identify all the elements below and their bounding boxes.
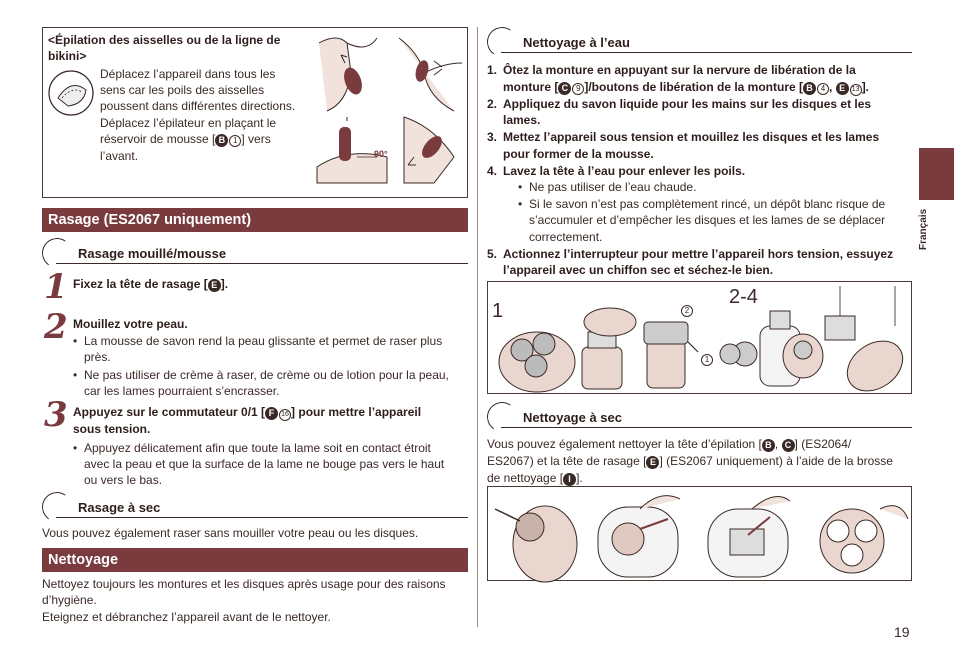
eau-item-2-number: 2. [487,97,498,111]
eau-item-4-bullet-2: • Si le savon n’est pas complètement rincé, un dépôt blanc risque de [529,196,885,212]
section-rasage-header: Rasage (ES2067 uniquement) [42,208,468,232]
rasage-sec-text: Vous pouvez également raser sans mouiller votre peau ou les disques. [42,526,419,540]
epilation-box-line-1: Déplacez l’appareil dans tous les [100,67,276,81]
angle-label: 90° [374,149,388,159]
epilation-box-line-4: Déplacez l’épilateur en plaçant le [100,116,277,130]
figure-callout-2: 2 [681,305,693,317]
step-1-number: 1 [44,267,68,307]
language-tab-marker [919,148,954,200]
eau-item-1-number: 1. [487,63,498,77]
brush-cleaning-illustration [490,489,910,579]
step-3-number: 3 [44,395,68,435]
eau-item-4-line-1: Lavez la tête à l’eau pour enlever les poils. [503,164,746,178]
eau-item-4-bullet-1: • Ne pas utiliser de l’eau chaude. [529,179,696,195]
foam-reservoir-icon [46,68,96,118]
eau-item-2-line-1: Appliquez du savon liquide pour les mains sur les disques et les [503,97,872,111]
sec-l1-sep: , [774,437,782,451]
epilation-box-line-2: sens car les poils des aisselles [100,83,265,97]
ref-i-badge: I [563,473,576,486]
eau-item-1-l2-end: ]. [861,80,870,94]
epilation-box-line-5 [100,131,271,147]
eau-item-1-l2-pre: monture [ [503,80,559,94]
eau-item-5-line-2: l’appareil avec un chiffon sec et séchez-le bien. [503,263,774,277]
step-3-title-line-2: sous tension. [73,422,151,436]
subheading-nettoyage-sec-text: Nettoyage à sec [523,410,622,425]
sec-text-line-3 [487,470,583,486]
epilation-box-line-6: l’avant. [100,149,139,163]
sec-text-line-2 [487,453,893,469]
figure-label-2-4: 2-4 [729,286,758,308]
ref-16-badge: 16 [279,409,291,421]
subheading-rasage-sec [42,492,468,518]
step-2-bullet-2: • Ne pas utiliser de crème à raser, de crème ou de lotion pour la peau, [84,367,449,383]
armpit-illustration-1 [317,33,389,113]
step-2-number: 2 [44,307,68,347]
sec-l3-post: ]. [576,471,583,485]
sec-l1-pre: Vous pouvez également nettoyer la tête d’épilation [ [487,437,762,451]
bikini-illustration-2 [394,117,466,183]
epilation-box-line-3: poussent dans différentes directions. [100,99,296,113]
step-3-bullet-1-cont-1: avec la peau et que la surface de la lame ne bouge pas vers le haut [84,457,445,471]
step-1-text: Fixez la tête de rasage [ [73,277,208,291]
eau-item-1-l2-sep: , [829,80,836,94]
step-3-end: ] pour mettre l’appareil [291,405,422,419]
page-number: 19 [894,624,910,640]
ref-13-badge: 13 [850,84,862,96]
eau-item-1-l2-mid: ]/boutons de libération de la monture [ [584,80,804,94]
step-2-bullet-1-cont: près. [84,350,111,364]
eau-item-5-line-1: Actionnez l’interrupteur pour mettre l’appareil hors tension, essuyez [503,247,894,261]
eau-item-5 [487,246,894,263]
ref-e-badge-3: E [646,456,659,469]
eau-item-3-number: 3. [487,130,498,144]
subheading-nettoyage-eau [487,27,912,53]
subheading-nettoyage-sec [487,402,912,428]
step-3-bullet-1: • Appuyez délicatement afin que toute la lame soit en contact étroit [84,440,431,456]
epilation-box-line-5-text: réservoir de mousse [ [100,132,216,146]
armpit-illustration-2 [394,33,466,113]
step-2-title: Mouillez votre peau. [73,317,188,331]
sec-l1-post: ] (ES2064/ [794,437,852,451]
step-3-text: Appuyez sur le commutateur 0/1 [ [73,405,266,419]
eau-item-1-line-2 [503,79,869,96]
epilation-box-title: <Épilation des aisselles ou de la ligne de bikini> [48,33,281,63]
ref-4-badge: 4 [817,83,829,95]
ref-c-badge: C [558,82,571,95]
nettoyage-line-1: Nettoyez toujours les montures et les disques après usage pour des raisons [42,577,446,591]
section-nettoyage-header: Nettoyage [42,548,468,572]
subheading-rasage-mouille [42,238,468,264]
shaver-head-removal-illustration [492,292,722,390]
ref-9-badge: 9 [572,83,584,95]
ref-b-badge: B [215,134,228,147]
step-1-title [73,276,228,292]
step-3-title [73,404,421,421]
step-2-bullet-2-cont: car les lames pourraient s’encrasser. [84,384,280,398]
sec-l2-post: ] (ES2067 uniquement) à l’aide de la brosse [659,454,893,468]
sec-l2-pre: ES2067) et la tête de rasage [ [487,454,647,468]
eau-item-2 [487,96,872,113]
eau-item-2-line-2: lames. [503,113,541,127]
nettoyage-line-2: d’hygiène. [42,593,97,607]
eau-item-1 [487,62,856,79]
step-2-bullet-1: • La mousse de savon rend la peau glissante et permet de raser plus [84,333,442,349]
ref-e-badge-2: E [836,82,849,95]
eau-item-3-line-1: Mettez l’appareil sous tension et mouillez les disques et les lames [503,130,880,144]
sec-text-line-1 [487,436,851,452]
eau-item-4-bullet-2-cont-1: s’accumuler et d’empêcher les disques et les lames de se déplacer [529,213,886,227]
epilation-box-line-5-end: ] vers [241,132,271,146]
ref-c-badge-2: C [782,439,795,452]
figure-label-1: 1 [492,300,504,322]
nettoyage-line-3: Eteignez et débranchez l’appareil avant de le nettoyer. [42,610,331,624]
eau-item-4-number: 4. [487,164,498,178]
subheading-rasage-mouille-text: Rasage mouillé/mousse [78,246,227,261]
subheading-nettoyage-eau-text: Nettoyage à l’eau [523,35,630,50]
eau-item-4-bullet-2-cont-2: correctement. [529,230,603,244]
ref-b-badge-3: B [762,439,775,452]
ref-f-badge: F [265,407,278,420]
figure-callout-1: 1 [701,354,713,366]
soap-rinse-illustration [725,286,910,390]
ref-1-badge: 1 [229,135,241,147]
eau-item-5-number: 5. [487,247,498,261]
column-divider [477,27,478,627]
step-3-bullet-1-cont-2: ou vers le bas. [84,473,163,487]
language-label: Français [918,208,929,250]
sec-l3-pre: de nettoyage [ [487,471,564,485]
ref-b-badge-2: B [803,82,816,95]
ref-e-badge: E [208,279,221,292]
eau-item-3 [487,129,880,146]
eau-item-1-line-1: Ôtez la monture en appuyant sur la nervure de libération de la [503,63,856,77]
subheading-rasage-sec-text: Rasage à sec [78,500,161,515]
step-1-end: ]. [220,277,229,291]
eau-item-4 [487,163,746,180]
eau-item-3-line-2: pour former de la mousse. [503,147,654,161]
